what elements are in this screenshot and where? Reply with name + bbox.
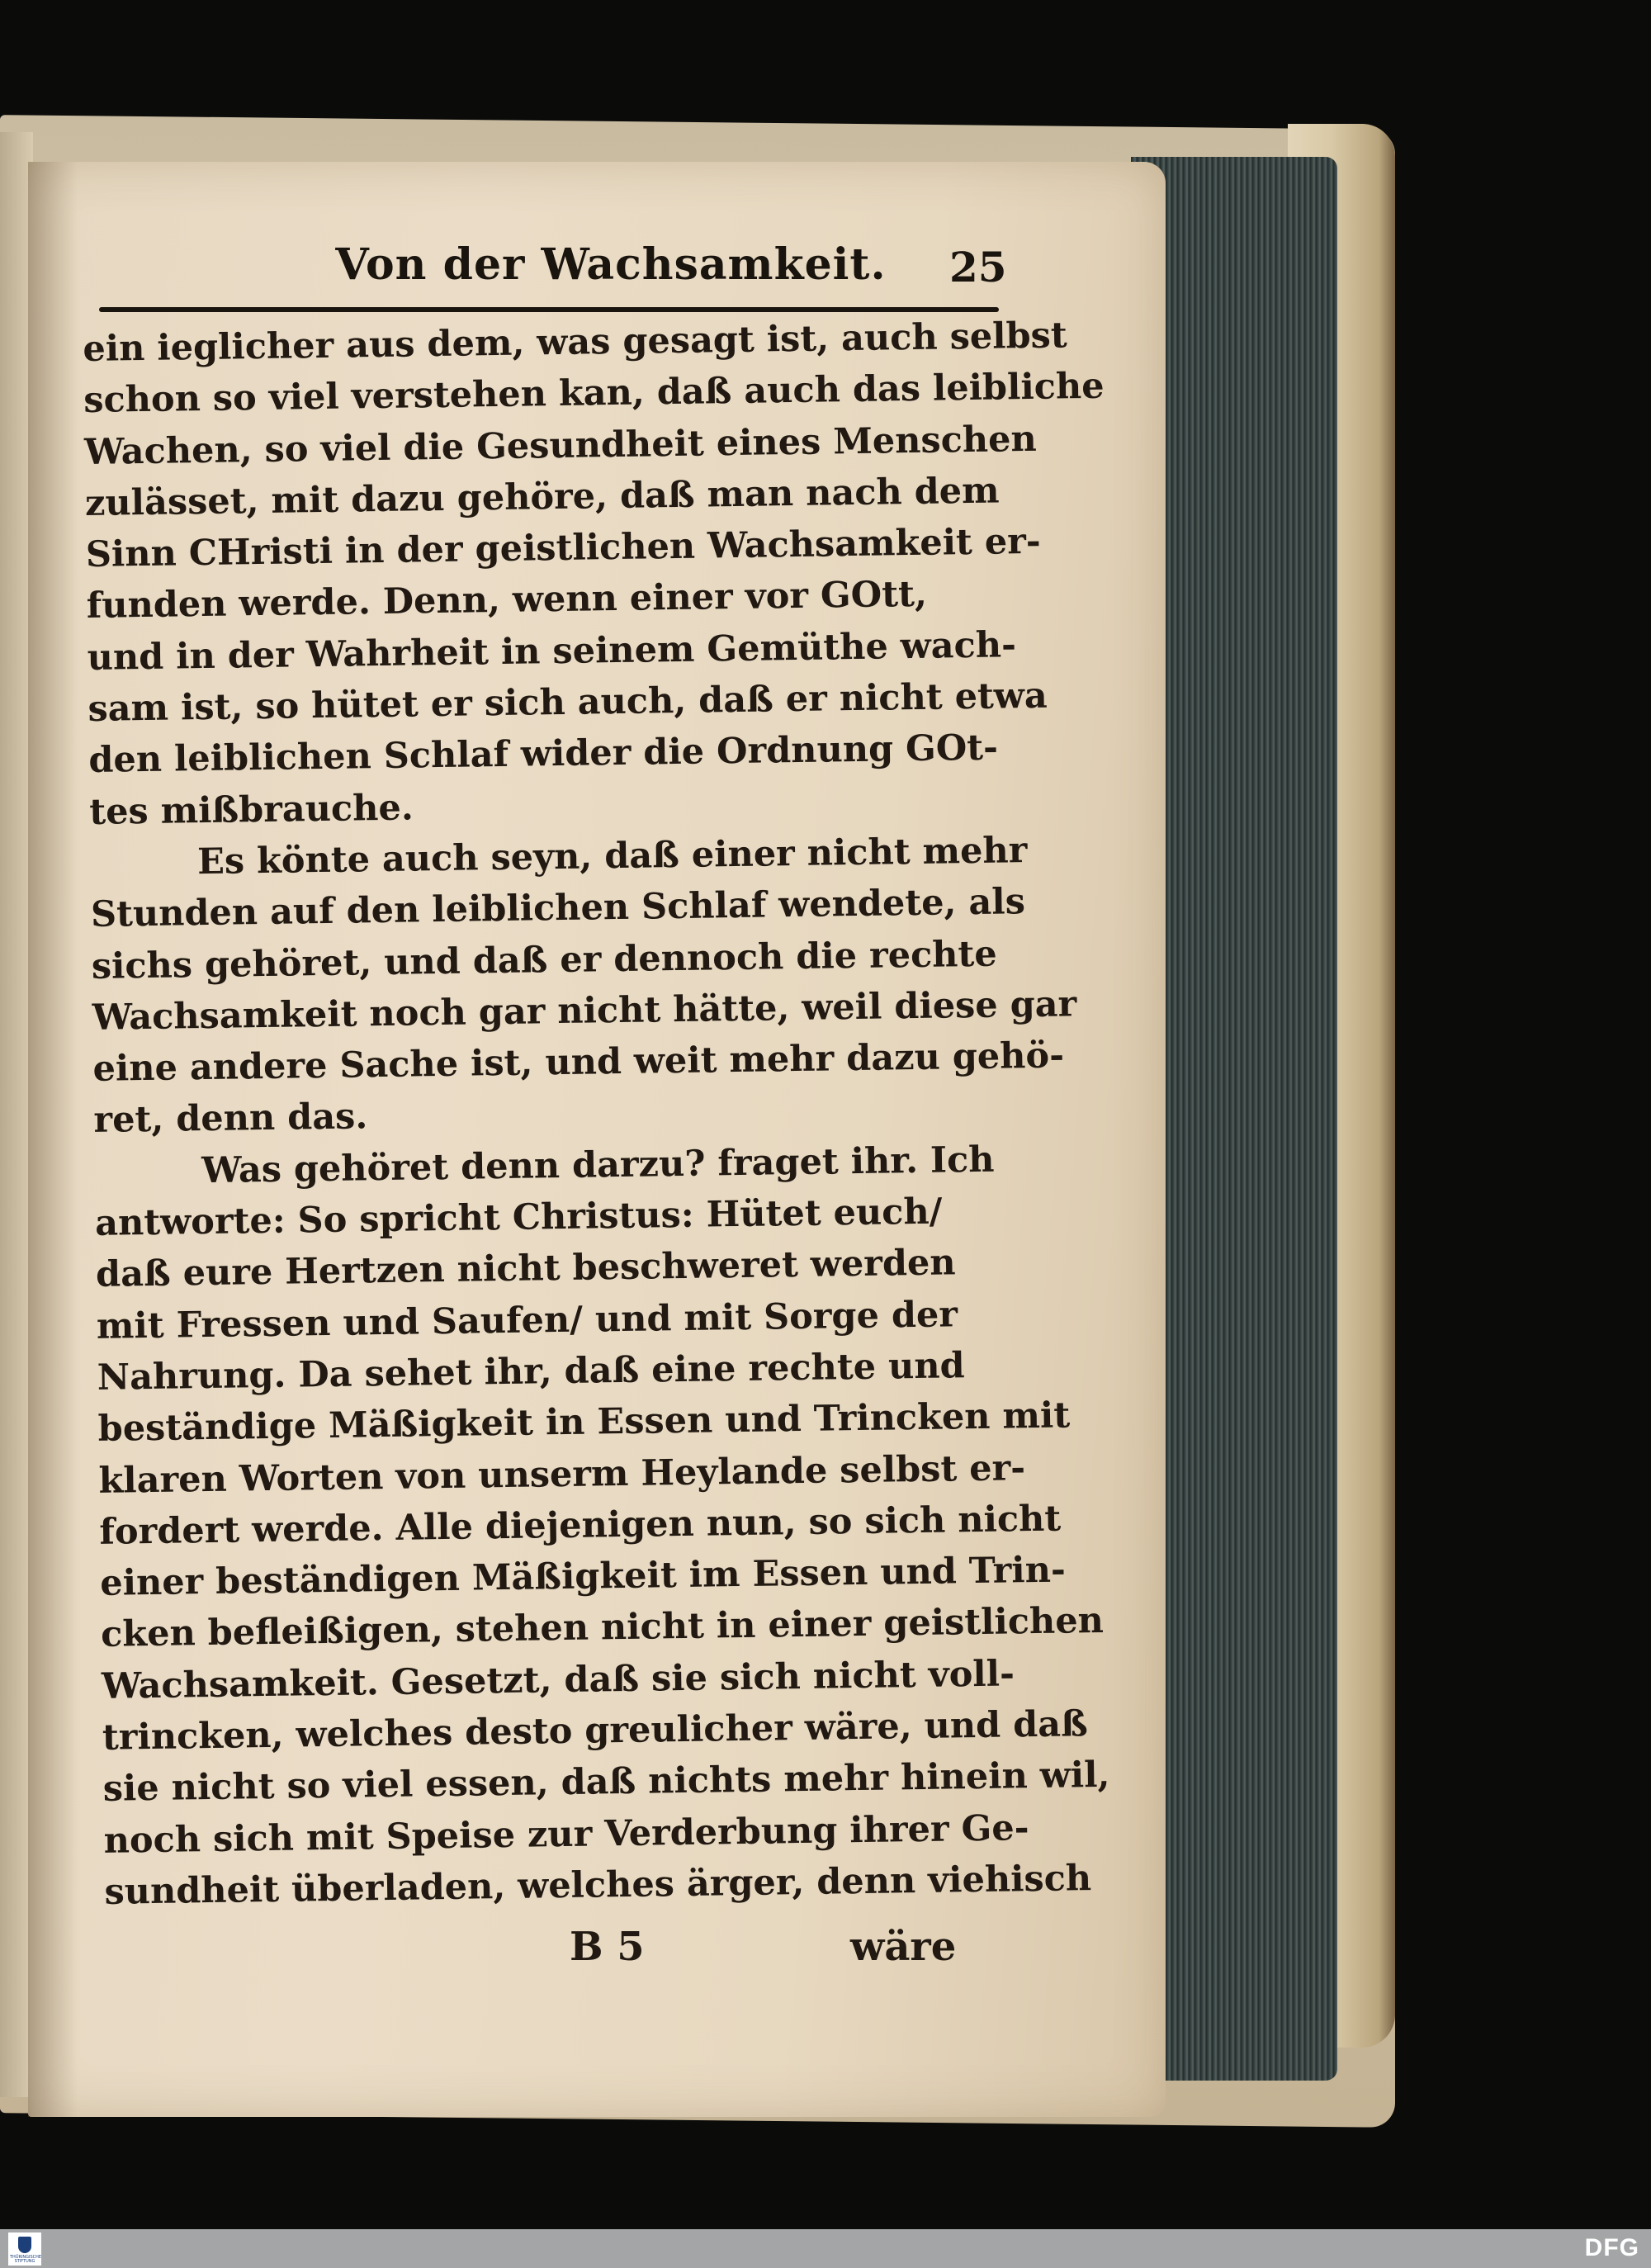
text-line: einer beständigen Mäßigkeit im Essen und Trin- <box>99 1549 1067 1604</box>
text-line: Stunden auf den leiblichen Schlaf wendete, als <box>90 881 1026 936</box>
text-line: fordert werde. Alle diejenigen nun, so sich nicht <box>99 1498 1062 1553</box>
text-line: beständige Mäßigkeit in Essen und Trincken mit <box>97 1394 1071 1451</box>
text-line: sam ist, so hütet er sich auch, daß er nicht etwa <box>88 675 1048 731</box>
text-line: antworte: So spricht Christus: Hütet euch/ <box>94 1191 943 1244</box>
page-gutter-shadow <box>28 162 78 2117</box>
text-line: trincken, welches desto greulicher wäre, und daß <box>102 1703 1089 1759</box>
logo-caption: THÜRINGISCHE STIFTUNG <box>10 2255 42 2264</box>
text-line: ret, denn das. <box>93 1096 368 1142</box>
text-line: Wachsamkeit. Gesetzt, daß sie sich nicht voll- <box>101 1653 1015 1707</box>
viewer-footer-bar <box>0 2229 1651 2268</box>
signature-mark: B 5 <box>570 1924 645 1970</box>
foundation-logo-icon[interactable] <box>8 2232 41 2266</box>
text-line: Wachen, so viel die Gesundheit eines Menschen <box>83 418 1038 473</box>
text-line: Es könte auch seyn, daß einer nicht mehr <box>196 830 1028 883</box>
text-line: noch sich mit Speise zur Verderbung ihrer Ge- <box>103 1806 1029 1862</box>
text-line: sichs gehöret, und daß er dennoch die rechte <box>91 933 998 987</box>
text-line: zulässet, mit dazu gehöre, daß man nach dem <box>84 470 1000 524</box>
text-line: daß eure Hertzen nicht beschweret werden <box>95 1242 956 1296</box>
text-line: Wachsamkeit noch gar nicht hätte, weil diese gar <box>92 983 1077 1039</box>
text-line: den leiblichen Schlaf wider die Ordnung GOt- <box>88 727 999 782</box>
dfg-logo[interactable]: DFG <box>1584 2234 1639 2261</box>
text-line: cken befleißigen, stehen nicht in einer geistlichen <box>100 1600 1105 1656</box>
text-line: Was gehöret denn darzu? fraget ihr. Ich <box>201 1139 995 1191</box>
head-rule <box>99 307 999 312</box>
text-line: klaren Worten von unserm Heylande selbst er- <box>98 1447 1026 1502</box>
text-line: Sinn CHristi in der geistlichen Wachsamkeit er- <box>85 521 1042 576</box>
catchword: wäre <box>850 1924 957 1970</box>
text-line: funden werde. Denn, wenn einer vor GOtt, <box>86 574 928 627</box>
text-line: ein ieglicher aus dem, was gesagt ist, auch selbst <box>83 315 1067 370</box>
body-text <box>83 311 1110 1919</box>
text-line: Nahrung. Da sehet ihr, daß eine rechte und <box>97 1345 965 1399</box>
page-number: 25 <box>949 243 1007 291</box>
running-head: Von der Wachsamkeit. <box>335 239 887 290</box>
text-line: tes mißbrauche. <box>88 787 414 833</box>
text-line: und in der Wahrheit in seinem Gemüthe wach- <box>87 624 1017 679</box>
shield-icon <box>18 2237 31 2253</box>
text-line: sie nicht so viel essen, daß nichts mehr hinein wil, <box>102 1754 1110 1811</box>
text-line: sundheit überladen, welches ärger, denn viehisch <box>104 1858 1092 1913</box>
text-line: mit Fressen und Saufen/ und mit Sorge der <box>96 1293 958 1347</box>
text-line: schon so viel verstehen kan, daß auch das leibliche <box>83 366 1105 422</box>
text-line: eine andere Sache ist, und weit mehr dazu gehö- <box>92 1035 1065 1091</box>
